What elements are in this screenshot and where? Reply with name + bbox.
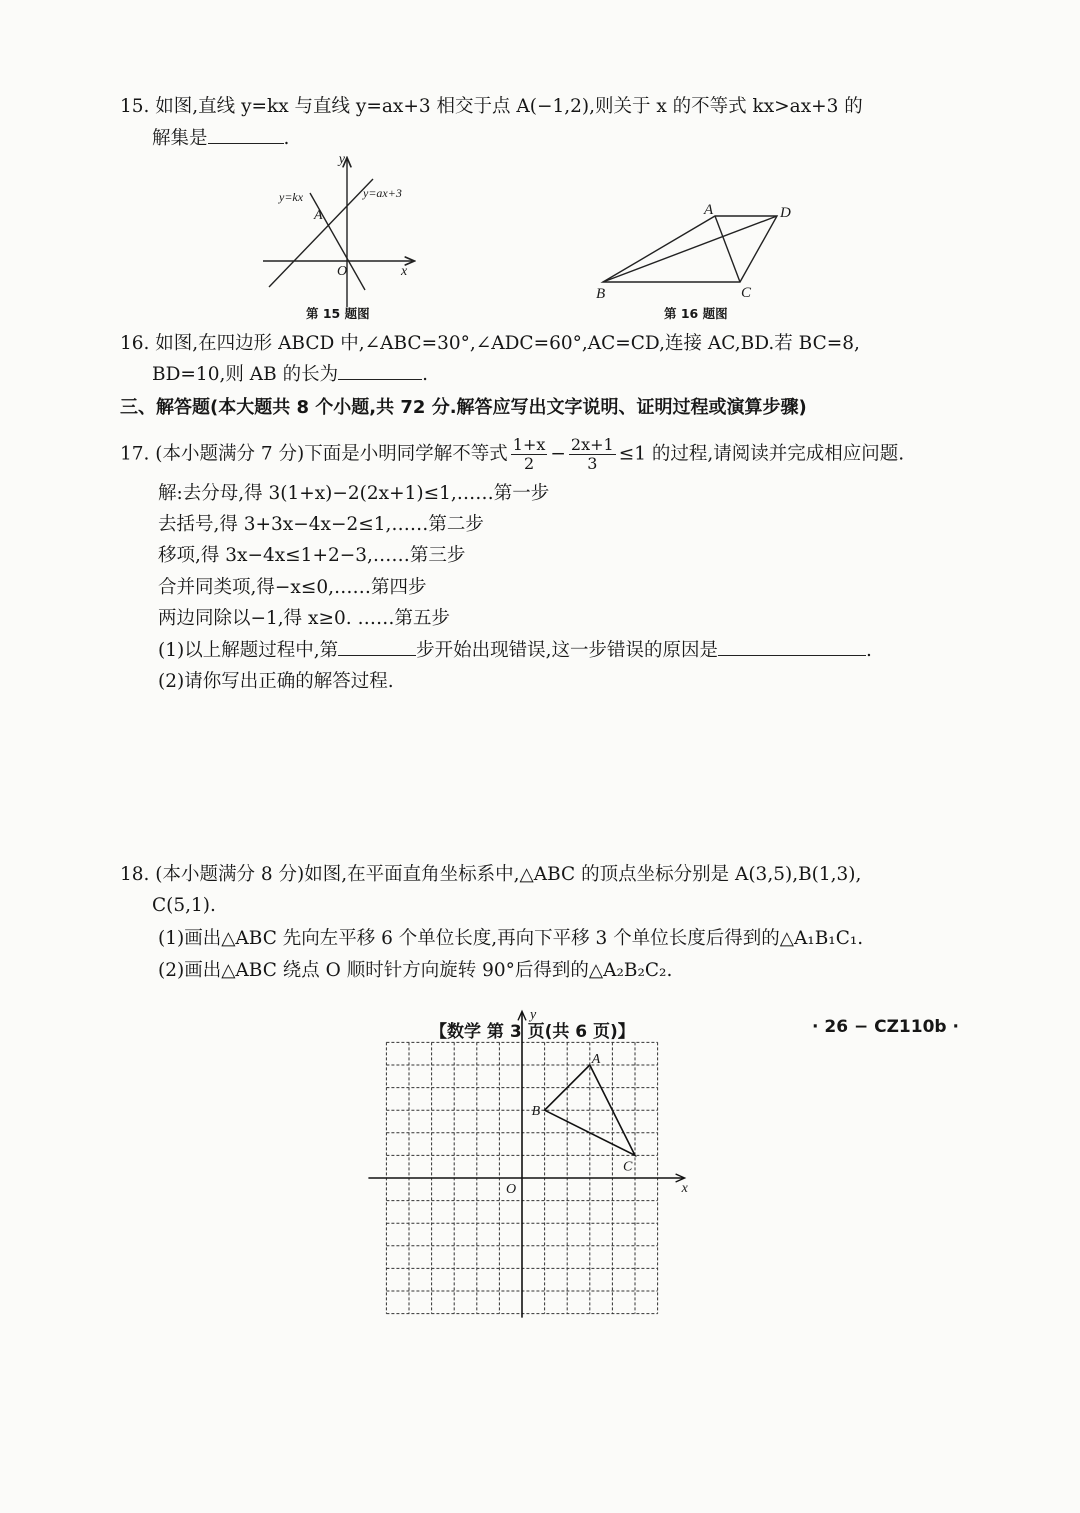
grid-x-label: x — [681, 1181, 688, 1196]
q18-part-2: (2)画出△ABC 绕点 O 顺时针方向旋转 90°后得到的△A₂B₂C₂. — [158, 960, 673, 981]
q17-part-1: (1)以上解题过程中,第 步开始出现错误,这一步错误的原因是 . — [158, 640, 872, 661]
fig15-x-label: x — [401, 264, 408, 279]
grid-axes — [368, 1011, 684, 1317]
q18-part-1: (1)画出△ABC 先向左平移 6 个单位长度,再向下平移 3 个单位长度后得到的△A₁B₁C₁. — [158, 928, 864, 949]
section-3-heading: 三、解答题(本大题共 8 个小题,共 72 分.解答应写出文字说明、证明过程或演算步骤) — [120, 397, 807, 418]
q18-coordinate-grid — [370, 1000, 700, 1320]
fig16-diagonal-bd — [603, 216, 777, 282]
q17-intro: 17. (本小题满分 7 分)下面是小明同学解不等式 $\frac{1+x}{2}$ − $\frac{2x+1}{3}$ ≤1 的过程,请阅读并完成相应问题. — [120, 435, 905, 473]
q16-line2: BD=10,则 AB 的长为 . — [152, 364, 428, 385]
q17-part-2: (2)请你写出正确的解答过程. — [158, 671, 394, 692]
q17-fraction-2: $\frac{2x+1}{3}$ — [570, 435, 614, 473]
q17-step-1: 解:去分母,得 3(1+x)−2(2x+1)≤1,……第一步 — [158, 483, 550, 504]
q18-line2: C(5,1). — [152, 895, 216, 916]
grid-point-b-label: B — [531, 1104, 541, 1120]
q17-step-3: 移项,得 3x−4x≤1+2−3,……第三步 — [158, 545, 466, 566]
q18-line1: 18. (本小题满分 8 分)如图,在平面直角坐标系中,△ABC 的顶点坐标分别是 A(3,5),B(1,3), — [120, 864, 862, 885]
fig15-line-kx-label: y=kx — [279, 190, 304, 204]
figure-15 — [255, 152, 425, 315]
footer-code: · 26 − CZ110b · — [812, 1017, 959, 1037]
fig15-line-ax3-label: y=ax+3 — [363, 186, 402, 200]
fig15-y-label: y — [338, 152, 345, 167]
q17-step-4: 合并同类项,得−x≤0,……第四步 — [158, 577, 427, 598]
q15-answer-blank[interactable] — [208, 141, 284, 144]
grid-origin-label: O — [506, 1182, 517, 1197]
q16-answer-blank[interactable] — [338, 377, 422, 380]
fig16-label-c: C — [741, 285, 752, 301]
figure-16 — [590, 200, 810, 310]
fig16-label-d: D — [780, 205, 791, 221]
q17-step-blank[interactable] — [338, 653, 416, 656]
q17-step-2: 去括号,得 3+3x−4x−2≤1,……第二步 — [158, 514, 484, 535]
fig16-label-b: B — [596, 286, 606, 302]
fig16-diagonal-ac — [715, 216, 740, 282]
q16-answer-prompt: BD=10,则 AB 的长为 — [152, 364, 339, 385]
q16-line1: 16. 如图,在四边形 ABCD 中,∠ABC=30°,∠ADC=60°,AC=CD,连接 AC,BD.若 BC=8, — [120, 333, 860, 354]
grid-point-c-label: C — [623, 1159, 633, 1175]
q15-answer-prompt: 解集是 — [152, 128, 208, 149]
footer-page-info: 【数学 第 3 页(共 6 页)】 — [430, 1022, 635, 1042]
fig15-origin-label: O — [337, 264, 348, 279]
grid-point-a-label: A — [591, 1052, 601, 1067]
fig15-caption: 第 15 题图 — [306, 306, 370, 321]
fig15-point-a-label: A — [314, 208, 323, 223]
q17-fraction-1: $\frac{1+x}{2}$ — [512, 435, 546, 473]
q17-step-5: 两边同除以−1,得 x≥0. ……第五步 — [158, 608, 450, 629]
q15-line2: 解集是 . — [152, 128, 290, 149]
q15-line1: 15. 如图,直线 y=kx 与直线 y=ax+3 相交于点 A(−1,2),则关于 x 的不等式 kx>ax+3 的 — [120, 96, 863, 117]
q17-reason-blank[interactable] — [718, 653, 866, 656]
grid-y-label: y — [530, 1007, 537, 1023]
fig16-label-a: A — [704, 202, 714, 218]
fig16-caption: 第 16 题图 — [664, 306, 728, 321]
